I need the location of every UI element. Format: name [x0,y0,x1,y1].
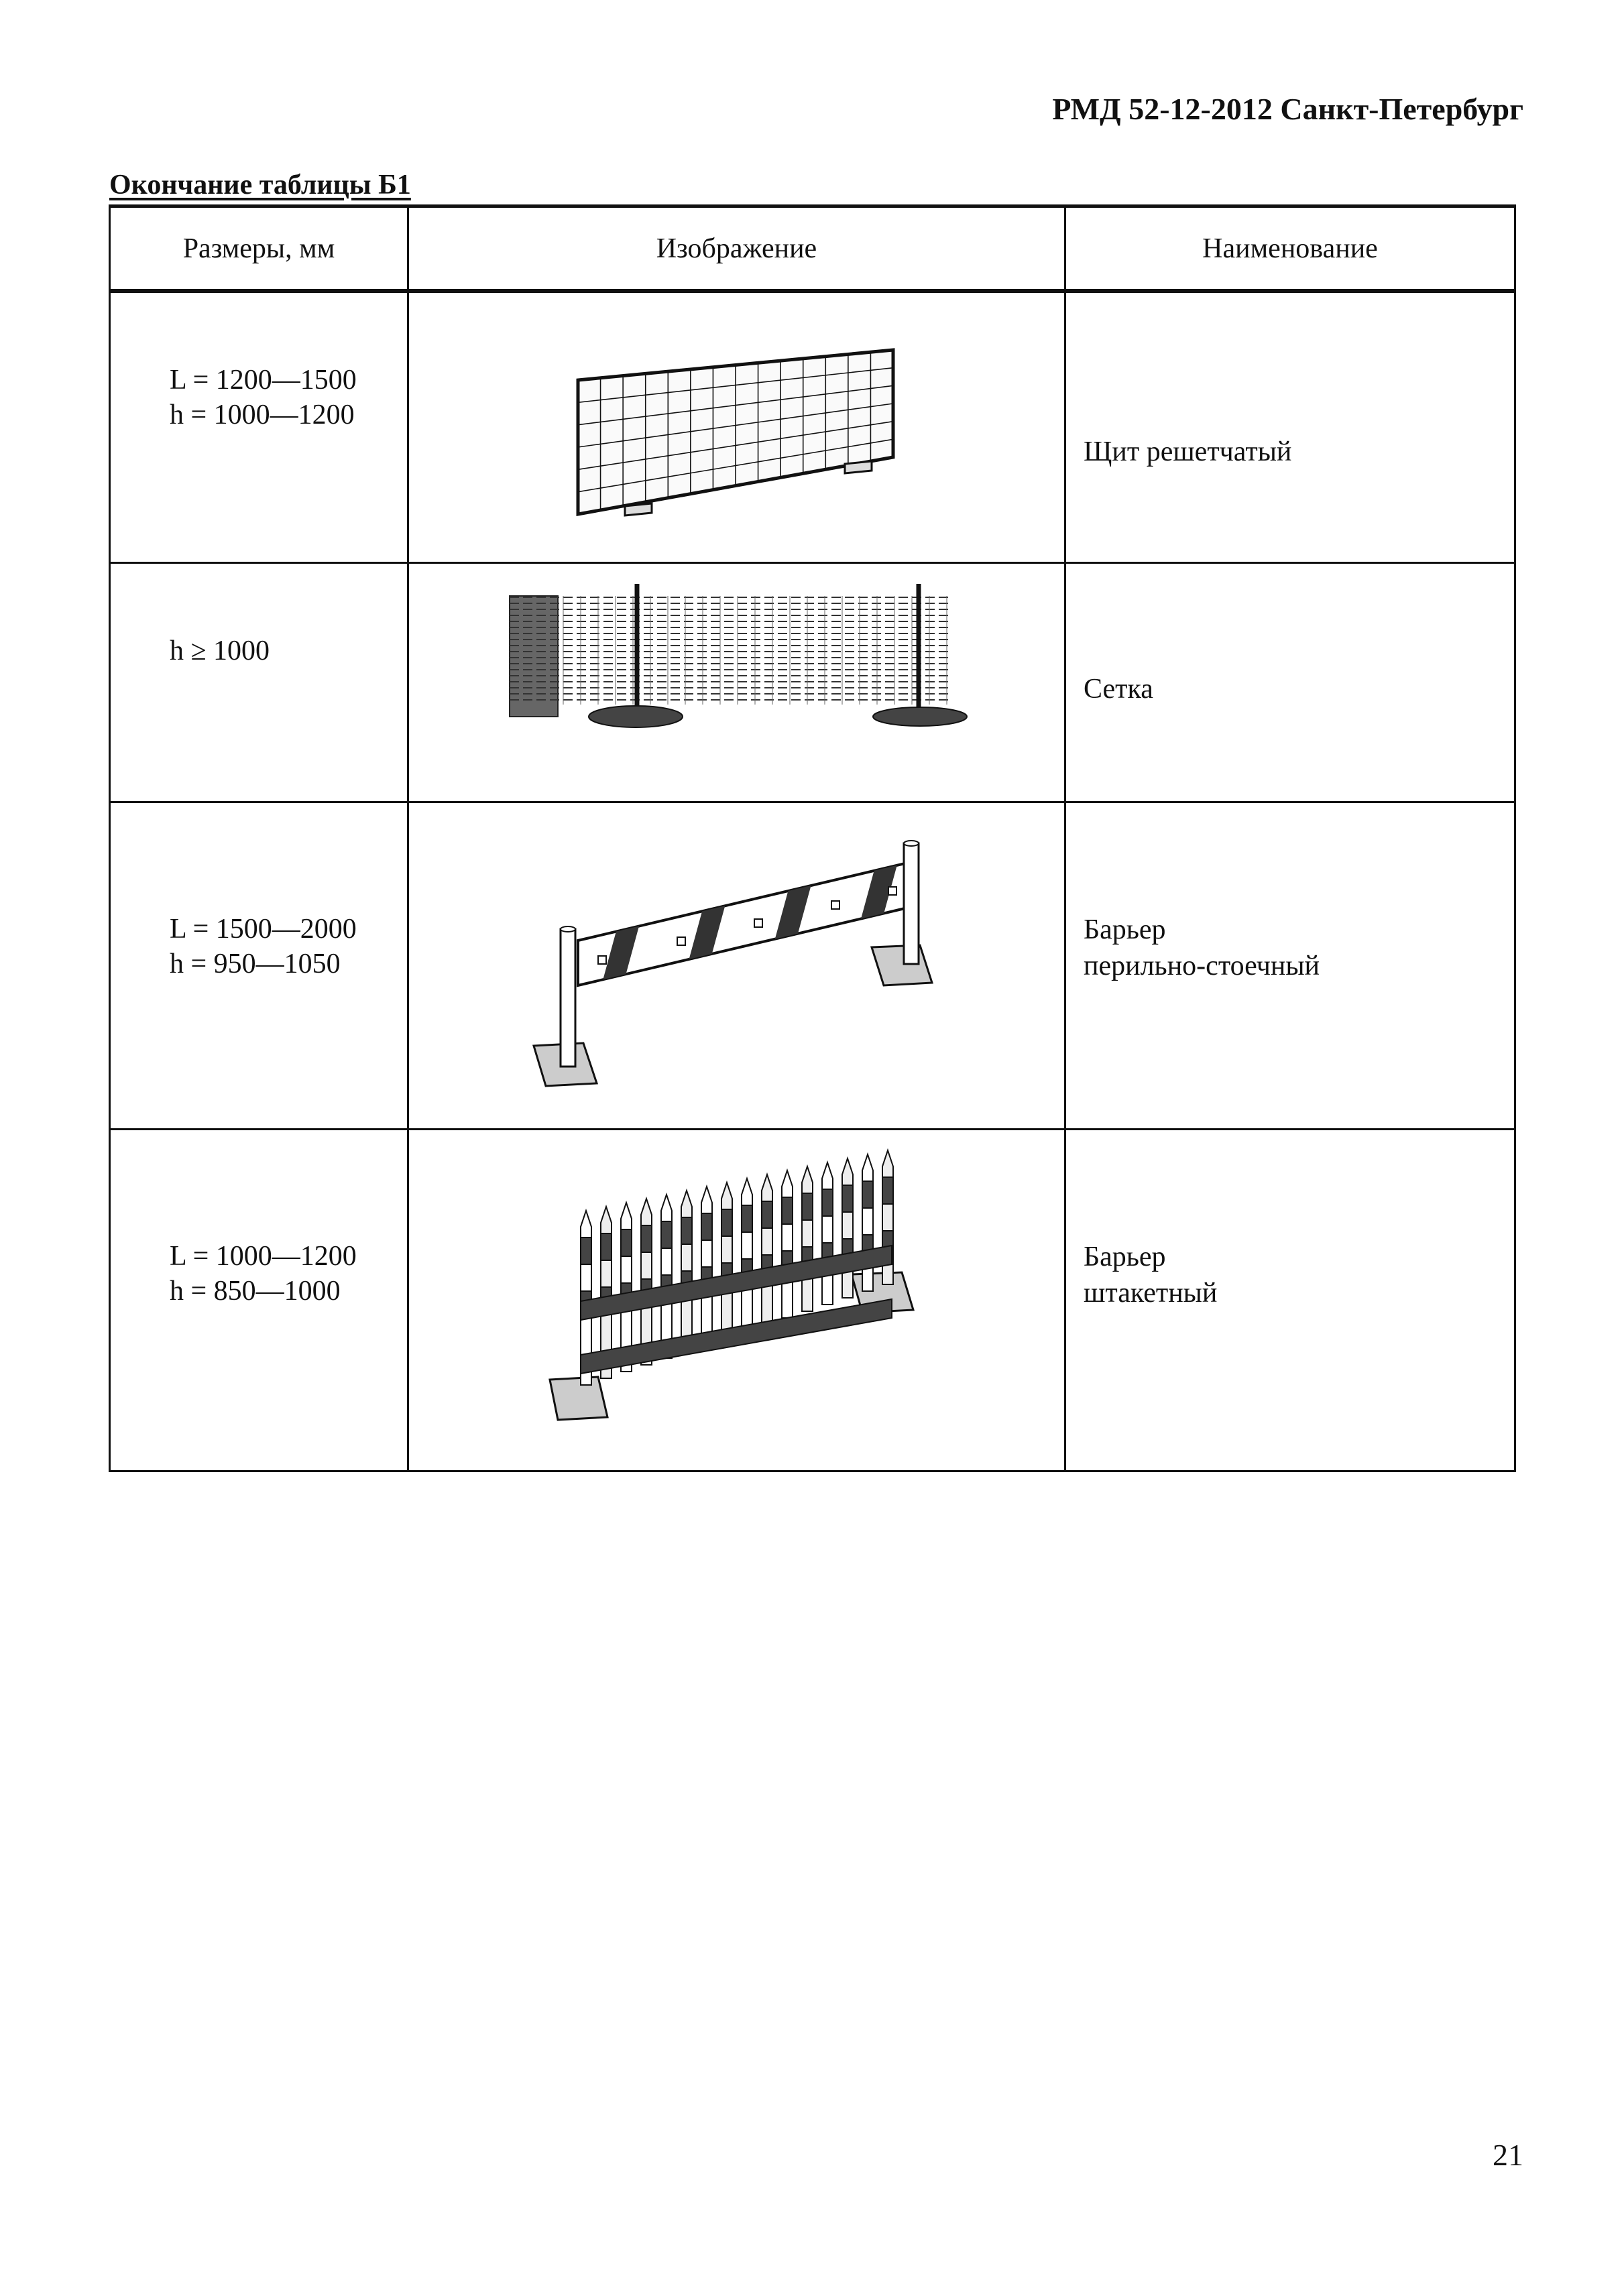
image-cell [408,802,1065,1129]
item-name: Сетка [1084,673,1153,705]
table-row [110,802,1515,1129]
image-cell [408,562,1065,802]
table-header-row [110,206,1515,292]
dimension-height: h ≥ 1000 [170,635,270,666]
item-name-continued: штакетный [1084,1277,1218,1309]
dimensions-cell [110,802,408,1129]
dimension-length: L = 1000—1200 [170,1240,357,1272]
name-cell [1065,291,1515,562]
dimension-height: h = 850—1000 [170,1275,341,1307]
item-name: Щит решетчатый [1084,436,1292,467]
page-number: 21 [1493,2138,1523,2172]
table-row [110,1129,1515,1471]
name-cell [1065,802,1515,1129]
name-cell [1065,1129,1515,1471]
column-header-dimensions: Размеры, мм [110,206,408,292]
image-cell [408,291,1065,562]
dimension-length: L = 1500—2000 [170,913,357,945]
table-caption: Окончание таблицы Б1 [109,170,411,200]
dimension-height: h = 1000—1200 [170,400,355,430]
dimension-length: L = 1200—1500 [170,365,357,396]
image-cell [408,1129,1065,1471]
dimensions-cell [110,291,408,562]
item-name-continued: перильно-стоечный [1084,950,1320,981]
rail-post-barrier-icon [409,803,1066,1130]
dimensions-cell [110,1129,408,1471]
table-row [110,291,1515,562]
column-header-name: Наименование [1065,206,1515,292]
table-row [110,562,1515,802]
name-cell [1065,562,1515,802]
document-header: РМД 52-12-2012 Санкт-Петербург [1052,92,1523,126]
picket-barrier-icon [409,1130,1066,1472]
dimension-height: h = 950—1050 [170,948,341,979]
grid-panel-fence-icon [409,293,1066,564]
item-name: Барьер [1084,1241,1166,1272]
item-name: Барьер [1084,914,1166,945]
dimensions-cell [110,562,408,802]
fence-types-table [109,204,1516,1472]
column-header-image: Изображение [408,206,1065,292]
mesh-net-fence-icon [409,564,1066,803]
